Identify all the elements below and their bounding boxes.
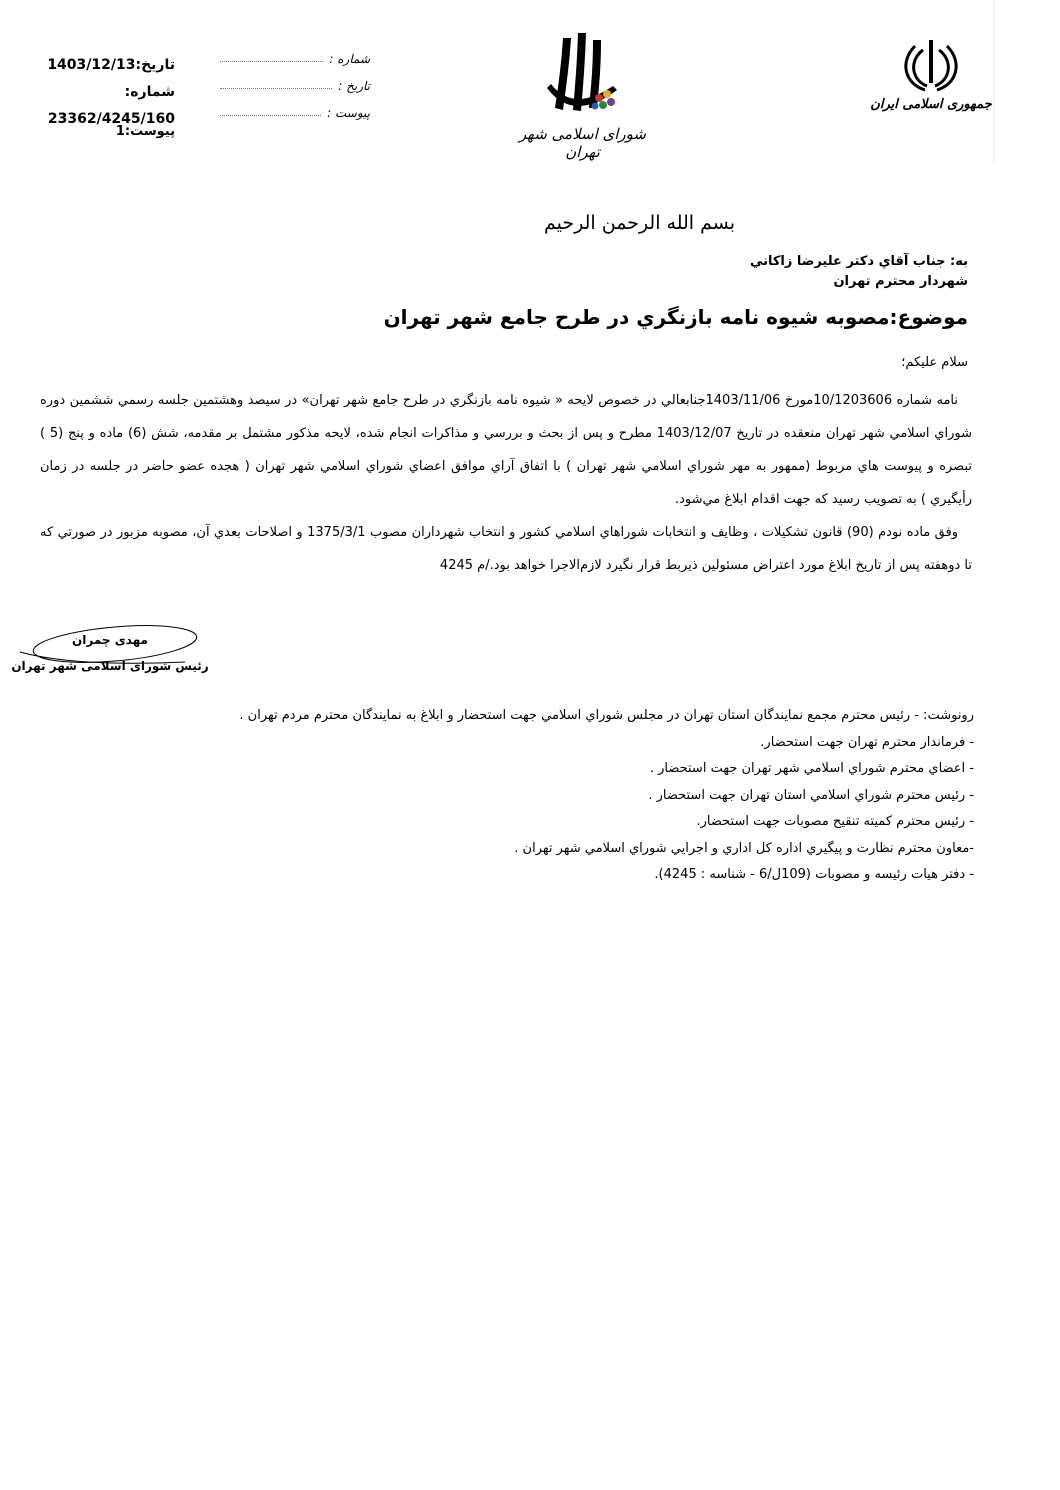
letter-body xyxy=(40,384,972,582)
emblem-text: جمهوری اسلامی ایران xyxy=(870,97,992,112)
date-row xyxy=(40,52,175,79)
cc-item: - رئيس محترم كميته تنقيح مصوبات جهت استحضار. xyxy=(696,814,974,829)
bismillah: بسم الله الرحمن الرحيم xyxy=(544,212,735,234)
attachment-label: پيوست: xyxy=(124,124,175,139)
number-value: 23362/4245/160 xyxy=(47,111,175,127)
salutation: سلام عليكم؛ xyxy=(901,355,968,370)
body-paragraph: نامه شماره 10/1203606مورخ 1403/11/06جنابعالي در خصوص لايحه « شيوه نامه بازنگري در طرح جامع شهر تهران» در سيصد وهشتمين جلسه رسمي ششمين دوره شوراي اسلامي شهر تهران منعقده در تاريخ 1403/12/07 مطرح و پس از بحث و بررسي و مذاكرات انجام شده، لايحه مذكور مشتمل بر مقدمه، شش (6) ماده و پنج (5 ) تبصره و پيوست هاي مربوط (ممهور به مهر شوراي اسلامي شهر تهران ) با اتفاق آراي موافق اعضاي شوراي اسلامي شهر تهران ( هجده عضو حاضر در جلسه در زمان رأيگيري ) به تصويب رسيد كه جهت اقدام ابلاغ مي‌شود. xyxy=(40,393,972,507)
cc-item: رونوشت: - رئيس محترم مجمع نمايندگان استان تهران در مجلس شوراي اسلامي جهت استحضار و ابلاغ به نمايندگان محترم مردم تهران . xyxy=(239,708,974,723)
recipient-title: شهردار محترم تهران xyxy=(833,274,968,289)
body-paragraph: وفق ماده نودم (90) قانون تشكيلات ، وظايف و انتخابات شوراهاي اسلامي كشور و انتخاب شهرداران مصوب 1375/3/1 و اصلاحات بعدي آن، مصوبه مزبور در صورتي كه تا دوهفته پس از تاريخ ابلاغ مورد اعتراض مسئولين ذيربط قرار نگيرد لازم‌الاجرا خواهد بود./م 4245 xyxy=(40,525,972,573)
date-label: تاريخ: xyxy=(135,57,175,73)
cc-item: - فرماندار محترم تهران جهت استحضار. xyxy=(760,734,974,750)
cc-item: -معاون محترم نظارت و پيگيري اداره كل اداري و اجرايي شوراي اسلامي شهر تهران . xyxy=(514,840,974,856)
iran-emblem xyxy=(866,38,996,112)
signatory-title: رئیس شورای اسلامی شهر تهران xyxy=(11,659,209,673)
attachment-value: 1 xyxy=(115,124,125,139)
cc-item: - اعضاي محترم شوراي اسلامي شهر تهران جهت استحضار . xyxy=(649,761,974,776)
cc-item: - دفتر هيات رئيسه و مصوبات (109ل/6 - شناسه : 4245). xyxy=(654,867,974,882)
tehran-council-logo xyxy=(500,28,665,161)
field-label: پيوست : xyxy=(327,106,370,120)
subject-line: موضوع:مصوبه شيوه نامه بازنگري در طرح جامع شهر تهران xyxy=(383,305,968,329)
recipient xyxy=(750,252,968,292)
date-value: 1403/12/13 xyxy=(47,57,136,73)
emblem-icon xyxy=(901,38,961,93)
field-label: تاريخ : xyxy=(338,79,370,93)
council-logo-text: شورای اسلامی شهر تهران xyxy=(519,125,646,161)
field-date xyxy=(220,73,370,100)
field-label: شماره : xyxy=(329,52,370,66)
signature-block xyxy=(10,622,210,673)
number-label: شماره: xyxy=(124,84,175,100)
cc-item: - رئيس محترم شوراي اسلامي استان تهران جهت استحضار . xyxy=(648,787,974,803)
signatory-name: مهدی چمران xyxy=(72,633,148,647)
number-row xyxy=(40,106,175,139)
field-number xyxy=(220,46,370,73)
recipient-name: به: جناب آقاي دكتر عليرضا زاكاني xyxy=(749,254,968,269)
letterhead-fields xyxy=(220,46,370,127)
cc-list xyxy=(154,703,974,889)
council-logo-icon xyxy=(533,28,633,123)
letter-metadata xyxy=(40,52,175,139)
attachment-row xyxy=(116,118,175,145)
field-attachment xyxy=(220,100,370,127)
